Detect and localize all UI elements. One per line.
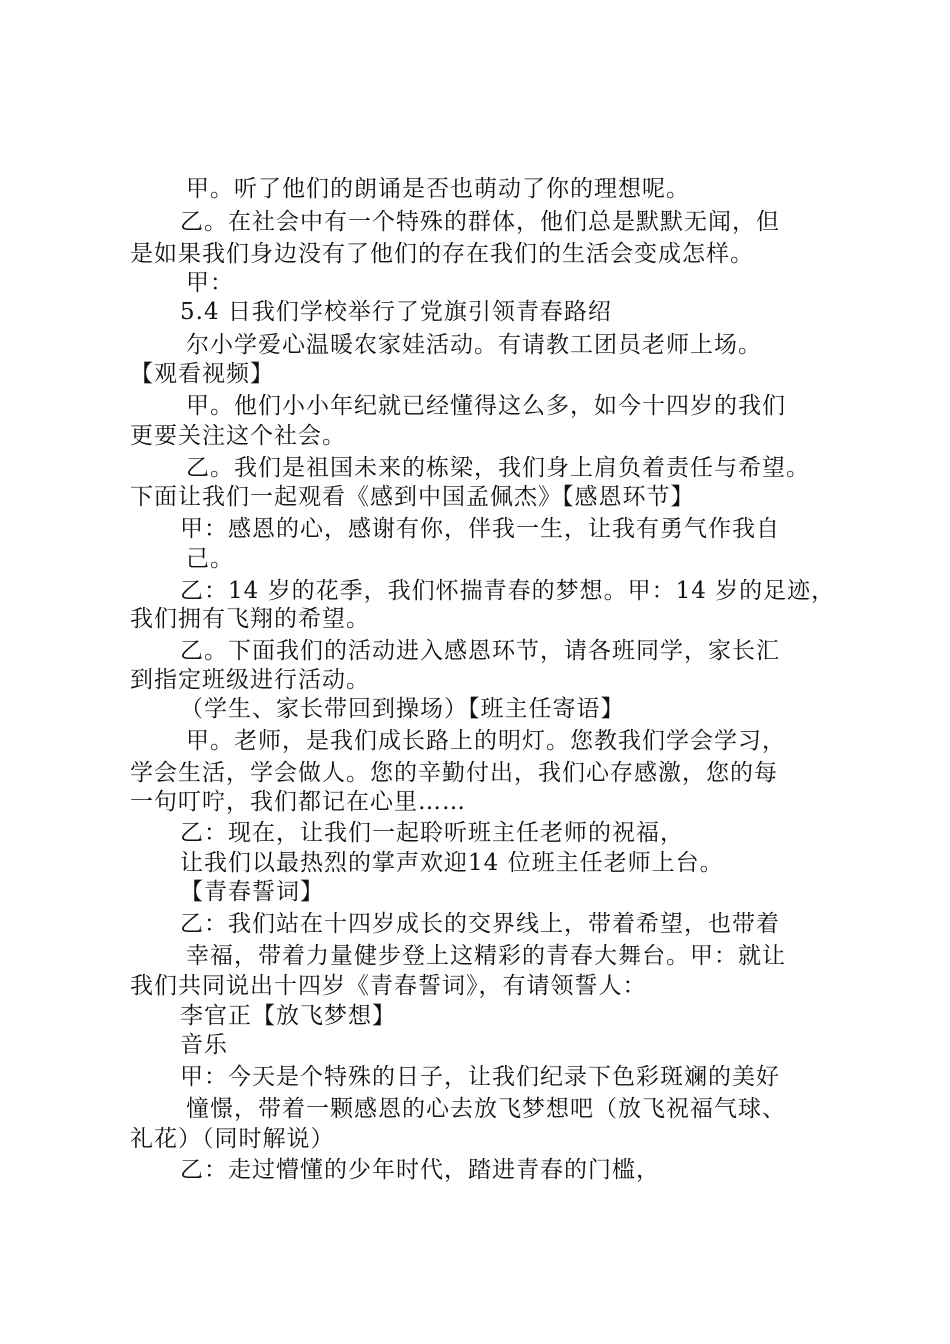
text-line: 我们共同说出十四岁《青春誓词》，有请领誓人： — [130, 973, 647, 999]
text-line: 甲： — [186, 270, 234, 296]
text-line: 尔小学爱心温暖农家娃活动。有请教工团员老师上场。 — [186, 332, 762, 358]
text-line: 音乐 — [180, 1032, 228, 1058]
text-line: 乙。我们是祖国未来的栋梁，我们身上肩负着责任与希望。 — [186, 455, 810, 481]
text-line: 5.4 日我们学校举行了党旗引领青春路绍 — [180, 299, 612, 325]
text-line: 甲。老师，是我们成长路上的明灯。您教我们学会学习， — [186, 728, 786, 754]
text-line: 一句叮咛，我们都记在心里…… — [130, 789, 466, 815]
text-line: 礼花）（同时解说） — [130, 1126, 335, 1152]
text-line: 甲。他们小小年纪就已经懂得这么多，如今十四岁的我们 — [186, 393, 786, 419]
text-line: 乙：我们站在十四岁成长的交界线上，带着希望，也带着 — [180, 911, 780, 937]
text-line: 更要关注这个社会。 — [130, 423, 346, 449]
text-line: 让我们以最热烈的掌声欢迎14 位班主任老师上台。 — [180, 850, 724, 876]
text-line: 己。 — [186, 546, 234, 572]
text-line: 幸福，带着力量健步登上这精彩的青春大舞台。甲：就让 — [186, 943, 786, 969]
text-line: 乙。下面我们的活动进入感恩环节，请各班同学，家长汇 — [180, 638, 780, 664]
text-line: 李官正【放飞梦想】 — [180, 1003, 396, 1029]
text-line: 是如果我们身边没有了他们的存在我们的生活会变成怎样。 — [130, 241, 754, 267]
text-line: 甲：感恩的心，感谢有你，伴我一生，让我有勇气作我自 — [180, 516, 780, 542]
text-line: （学生、家长带回到操场）【班主任寄语】 — [180, 696, 625, 722]
text-line: 乙：14 岁的花季，我们怀揣青春的梦想。甲：14 岁的足迹， — [180, 578, 836, 604]
text-line: 下面让我们一起观看《感到中国孟佩杰》【感恩环节】 — [130, 484, 695, 510]
text-line: 憧憬，带着一颗感恩的心去放飞梦想吧（放飞祝福气球、 — [186, 1096, 786, 1122]
text-line: 【青春誓词】 — [180, 879, 324, 905]
text-line: 乙。在社会中有一个特殊的群体，他们总是默默无闻，但 — [180, 209, 780, 235]
text-line: 乙：走过懵懂的少年时代，踏进青春的门槛， — [180, 1157, 660, 1183]
text-line: 到指定班级进行活动。 — [130, 667, 370, 693]
text-line: 学会生活，学会做人。您的辛勤付出，我们心存感激，您的每 — [130, 760, 778, 786]
text-line: 甲。听了他们的朗诵是否也萌动了你的理想呢。 — [186, 176, 690, 202]
text-line: 甲：今天是个特殊的日子，让我们纪录下色彩斑斓的美好 — [180, 1064, 780, 1090]
text-line: 我们拥有飞翔的希望。 — [130, 606, 370, 632]
text-line: 乙：现在，让我们一起聆听班主任老师的祝福， — [180, 820, 684, 846]
text-line: 【观看视频】 — [130, 361, 274, 387]
